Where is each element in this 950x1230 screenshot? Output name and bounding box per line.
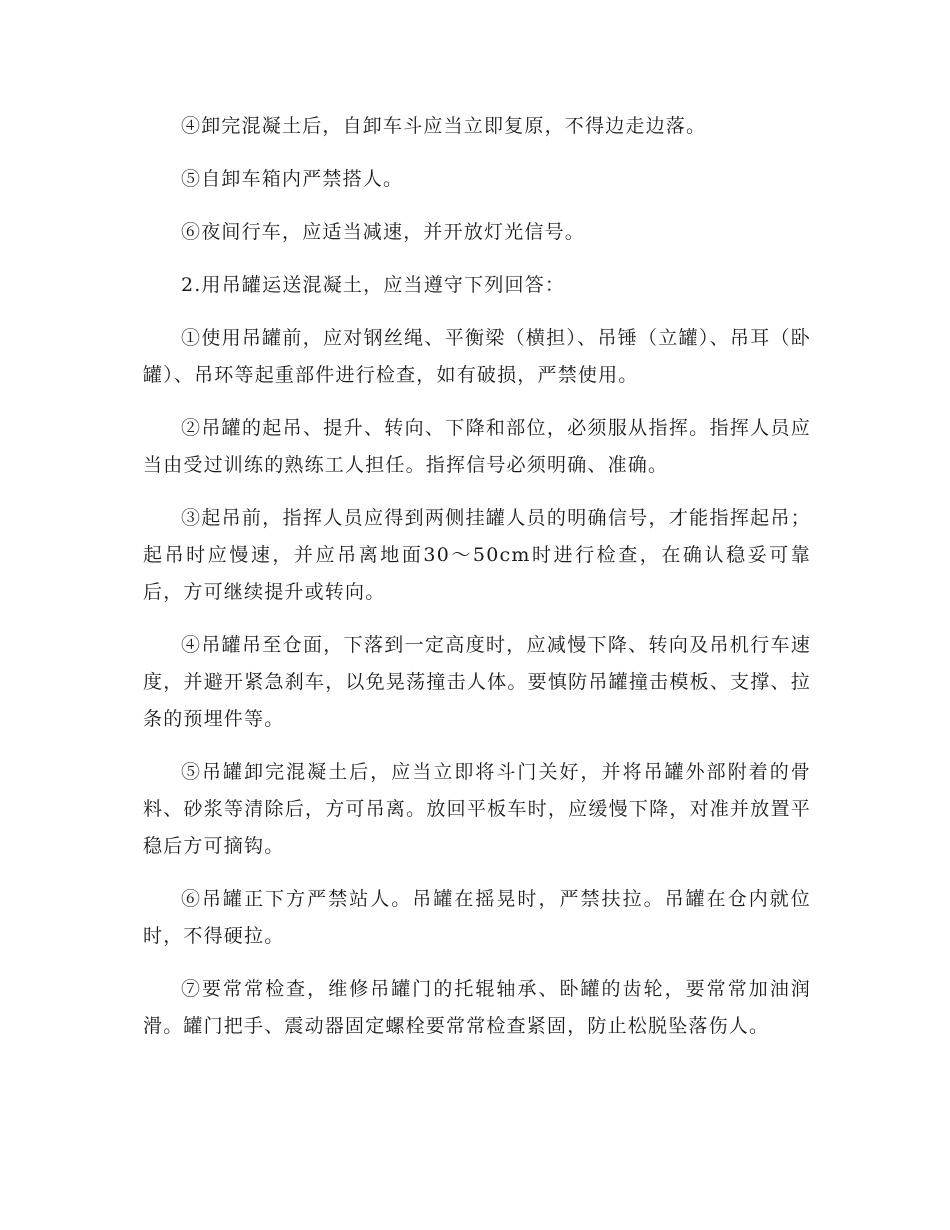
section-heading-bucket-transport: 2.用吊罐运送混凝土，应当遵守下列回答： bbox=[181, 274, 566, 296]
paragraph-bucket-inspection: ①使用吊罐前，应对钢丝绳、平衡梁（横担）、吊锤（立罐）、吊耳（卧罐）、吊环等起重部件进行检查，如有破损，严禁使用。 bbox=[143, 327, 811, 386]
document-body bbox=[143, 108, 811, 1061]
paragraph-lifting-signal: ③起吊前，指挥人员应得到两侧挂罐人员的明确信号，才能指挥起吊；起吊时应慢速，并应吊离地面30～50cm时进行检查，在确认稳妥可靠后，方可继续提升或转向。 bbox=[143, 507, 811, 603]
paragraph-no-standing-below: ⑥吊罐正下方严禁站人。吊罐在摇晃时，严禁扶拉。吊罐在仓内就位时，不得硬拉。 bbox=[143, 888, 811, 947]
paragraph-night-driving: ⑥夜间行车，应适当减速，并开放灯光信号。 bbox=[181, 221, 586, 243]
paragraph-maintenance: ⑦要常常检查，维修吊罐门的托辊轴承、卧罐的齿轮，要常常加油润滑。罐门把手、震动器固定螺栓要常常检查紧固，防止松脱坠落伤人。 bbox=[143, 978, 811, 1037]
paragraph-dump-truck-reset: ④卸完混凝土后，自卸车斗应当立即复原，不得边走边落。 bbox=[181, 115, 707, 137]
paragraph-lowering-speed: ④吊罐吊至仓面，下落到一定高度时，应减慢下降、转向及吊机行车速度，并避开紧急刹车，以免晃荡撞击人体。要慎防吊罐撞击模板、支撑、拉条的预埋件等。 bbox=[143, 634, 811, 730]
paragraph-bucket-command: ②吊罐的起吊、提升、转向、下降和部位，必须服从指挥。指挥人员应当由受过训练的熟练工人担任。指挥信号必须明确、准确。 bbox=[143, 417, 811, 476]
paragraph-no-passengers: ⑤自卸车箱内严禁搭人。 bbox=[181, 168, 404, 190]
paragraph-gate-closing: ⑤吊罐卸完混凝土后，应当立即将斗门关好，并将吊罐外部附着的骨料、砂浆等清除后，方可吊离。放回平板车时，应缓慢下降，对准并放置平稳后方可摘钩。 bbox=[143, 761, 811, 857]
